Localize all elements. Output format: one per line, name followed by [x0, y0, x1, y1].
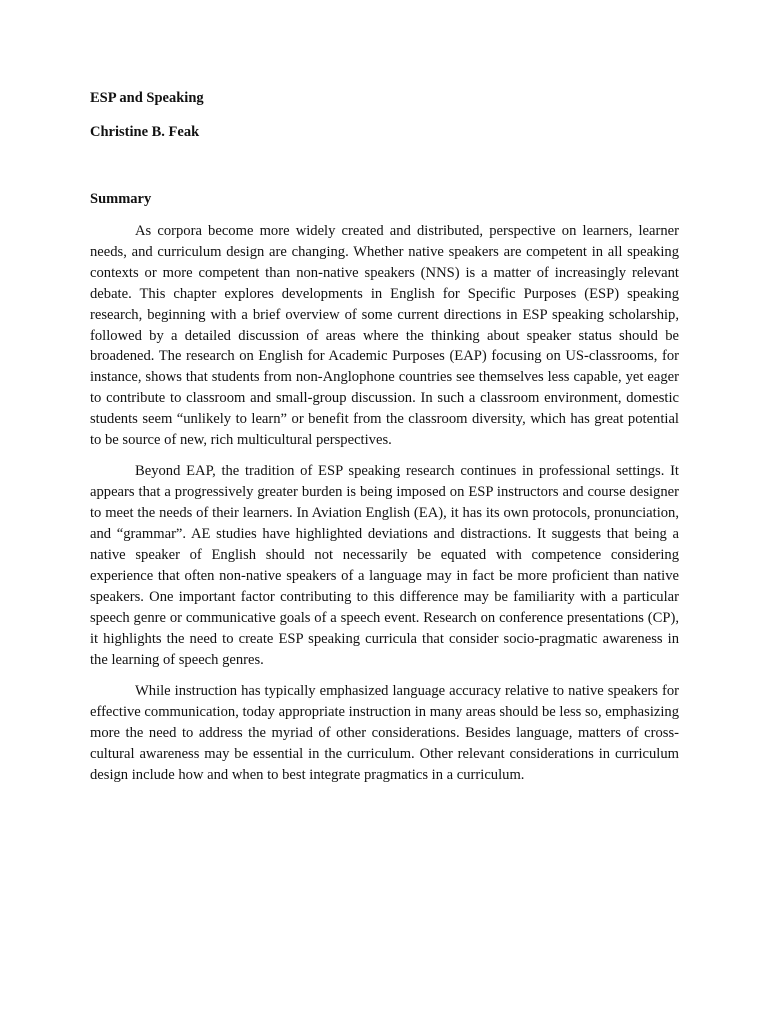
document-title: ESP and Speaking	[90, 90, 204, 106]
section-heading: Summary	[90, 191, 152, 207]
document-page	[90, 88, 679, 786]
summary-paragraph-3: While instruction has typically emphasized language accuracy relative to native speakers for effective communication, today appropriate instruction in many areas should be less so, emphasizing more the need to address the myriad of other considerations. Besides language, matters of cross-cultural awareness may be essential in the curriculum. Other relevant considerations in curriculum design include how and when to best integrate pragmatics in a curriculum.	[90, 683, 679, 783]
summary-paragraph-2: Beyond EAP, the tradition of ESP speaking research continues in professional settings. It appears that a progressively greater burden is being imposed on ESP instructors and course designer to meet the needs of their learners. In Aviation English (EA), it has its own protocols, pronunciation, and “grammar”. AE studies have highlighted deviations and distractions. It suggests that being a native speaker of English should not necessarily be equated with competence considering experience that often non-native speakers of a language may in fact be more proficient than native speakers. One important factor contributing to this difference may be familiarity with a particular speech genre or communicative goals of a speech event. Research on conference presentations (CP), it highlights the need to create ESP speaking curricula that consider socio-pragmatic awareness in the learning of speech genres.	[90, 463, 679, 668]
document-author: Christine B. Feak	[90, 124, 200, 140]
summary-paragraph-1: As corpora become more widely created and distributed, perspective on learners, learner needs, and curriculum design are changing. Whether native speakers are competent in all speaking contexts or more competent than non-native speakers (NNS) is a matter of increasingly relevant debate. This chapter explores developments in English for Specific Purposes (ESP) speaking research, beginning with a brief overview of some current directions in ESP speaking scholarship, followed by a detailed discussion of areas where the thinking about speaker status should be broadened. The research on English for Academic Purposes (EAP) focusing on US-classrooms, for instance, shows that students from non-Anglophone countries see themselves less capable, yet eager to contribute to classroom and small-group discussion. In such a classroom environment, domestic students seem “unlikely to learn” or benefit from the classroom diversity, which has great potential to be source of new, rich multicultural perspectives.	[90, 223, 679, 449]
